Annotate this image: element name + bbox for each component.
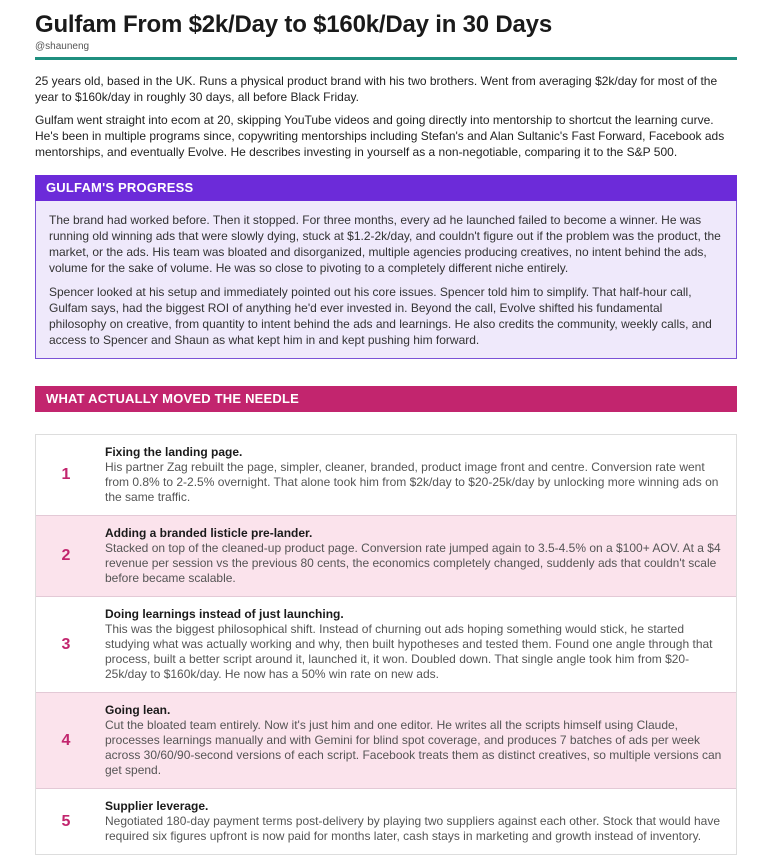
item-number: 5	[61, 812, 71, 830]
author-handle: @shauneng	[35, 41, 90, 52]
item-content	[96, 516, 736, 596]
title-divider	[35, 57, 737, 60]
list-item	[36, 692, 736, 788]
intro-paragraph: Gulfam went straight into ecom at 20, skipping YouTube videos and going directly into mentorship to shortcut the learning curve. He's been in multiple programs since, copywriting mentorships including Stefan's and Alan Sultanic's Fast Forward, Facebook ads mentorships, and eventually Evolve. He describes investing in yourself as a non-negotiable, comparing it to the S&P 500.	[35, 113, 725, 159]
needle-list	[35, 434, 737, 855]
progress-paragraph: Spencer looked at his setup and immediately pointed out his core issues. Spencer told him to simplify. That half-hour call, Gulfam says, had the biggest ROI of anything he'd ever invested in. Beyond the call, Evolve shifted his fundamental philosophy on creative, from quantity to intent behind the ads and learnings. He also credits the community, weekly calls, and access to Spencer and Shaun as what kept him in and kept pushing him forward.	[49, 285, 712, 347]
progress-body	[35, 201, 737, 359]
item-title: Adding a branded listicle pre-lander.	[105, 526, 313, 540]
item-description: Stacked on top of the cleaned-up product page. Conversion rate jumped again to 3.5-4.5% on a $100+ AOV. At a $4 revenue per session vs the previous 80 cents, the economics completely changed, suddenly ads that couldn't scale before became scalable.	[105, 541, 721, 585]
item-number: 2	[61, 547, 71, 564]
list-item	[36, 596, 736, 692]
item-description: His partner Zag rebuilt the page, simpler, cleaner, branded, product image front and centre. Conversion rate went from 0.8% to 2-2.5% overnight. That alone took him from $2k/day to $20-25k/day by unlocking more winning ads on the same traffic.	[105, 460, 719, 504]
list-item	[36, 515, 736, 596]
item-content	[96, 789, 736, 854]
item-content	[96, 435, 736, 515]
progress-heading: GULFAM'S PROGRESS	[35, 175, 737, 201]
progress-section	[35, 175, 737, 359]
list-item	[36, 435, 736, 515]
needle-heading: WHAT ACTUALLY MOVED THE NEEDLE	[35, 386, 737, 412]
item-content	[96, 597, 736, 692]
list-item	[36, 788, 736, 854]
item-description: Negotiated 180-day payment terms post-delivery by playing two suppliers against each other. Stock that would have required six figures upfront is now paid for months later, cash stays in marketing and growth instead of inventory.	[105, 814, 721, 843]
item-number: 3	[61, 635, 71, 653]
item-description: This was the biggest philosophical shift. Instead of churning out ads hoping something would stick, he started studying what was actually working and why, then built hypotheses and tested them. Found one angle through that process, built a better script around it, launched it, it won. Doubled down. That single angle took him from $20-25k/day to $160k/day. He now has a 50% win rate on new ads.	[105, 622, 713, 681]
item-title: Doing learnings instead of just launching.	[105, 607, 344, 621]
item-title: Supplier leverage.	[105, 799, 209, 813]
item-number: 1	[61, 466, 71, 483]
item-number: 4	[61, 731, 71, 749]
item-title: Fixing the landing page.	[105, 445, 243, 459]
intro-paragraph: 25 years old, based in the UK. Runs a physical product brand with his two brothers. Went from averaging $2k/day for most of the year to $160k/day in roughly 30 days, all before Black Friday.	[35, 74, 718, 104]
item-description: Cut the bloated team entirely. Now it's just him and one editor. He writes all the scripts himself using Claude, processes learnings manually and with Gemini for blind spot coverage, and produces 7 batches of ads per week across 30/60/90-second versions of each script. Facebook treats them as distinct creatives, so multiple versions can get spend.	[105, 718, 722, 777]
item-title: Going lean.	[105, 703, 171, 717]
item-content	[96, 693, 736, 788]
progress-paragraph: The brand had worked before. Then it stopped. For three months, every ad he launched failed to become a winner. He was running old winning ads that were slowly dying, stuck at $1.2-2k/day, and couldn't figure out if the problem was the product, the market, or the ads. His team was bloated and disorganized, multiple agencies producing creatives, no intent behind the ads, volume for the sake of volume. He was so close to pivoting to a completely different niche entirely.	[49, 213, 721, 275]
page-title: Gulfam From $2k/Day to $160k/Day in 30 Days	[35, 11, 552, 38]
